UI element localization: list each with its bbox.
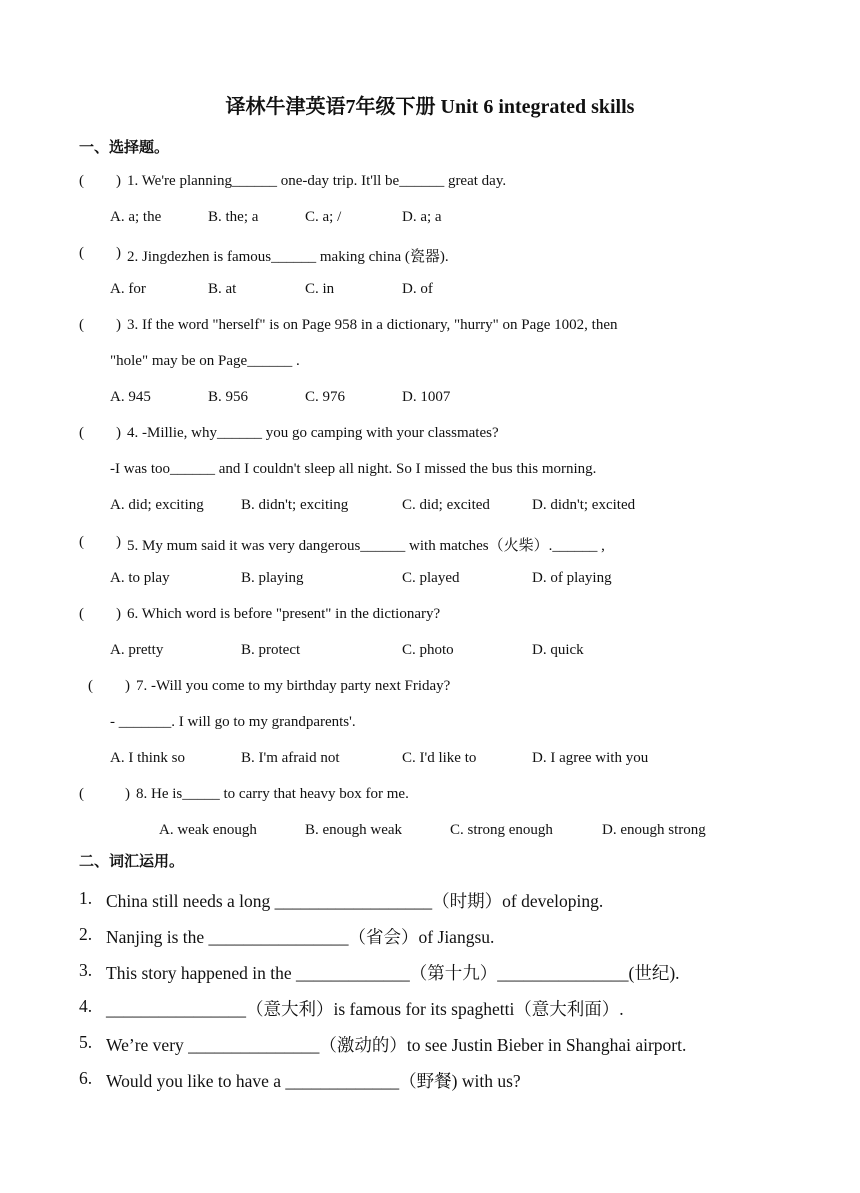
- answer-paren-open: (: [79, 245, 84, 261]
- vocab-item-number: 3.: [79, 960, 93, 980]
- q6-option-b: B. protect: [241, 642, 301, 658]
- question-6-stem: 6. Which word is before "present" in the dictionary?: [127, 606, 441, 622]
- q4-option-d: D. didn't; excited: [532, 497, 636, 513]
- question-7-stem-continued: - _______. I will go to my grandparents'.: [110, 714, 356, 730]
- vocab-item-number: 5.: [79, 1032, 93, 1052]
- q7-option-d: D. I agree with you: [532, 750, 649, 766]
- answer-paren-close: ): [125, 786, 130, 802]
- q3-option-d: D. 1007: [402, 389, 451, 405]
- q3-option-a: A. 945: [110, 389, 151, 405]
- q7-option-c: C. I'd like to: [402, 750, 477, 766]
- answer-paren-close: ): [125, 678, 130, 694]
- answer-paren-open: (: [79, 425, 84, 441]
- q1-option-c: C. a; /: [305, 209, 342, 225]
- q2-option-c: C. in: [305, 281, 335, 297]
- question-4-stem-continued: -I was too______ and I couldn't sleep all night. So I missed the bus this morning.: [110, 461, 597, 477]
- answer-paren-open: (: [79, 534, 84, 550]
- answer-paren-close: ): [116, 606, 121, 622]
- question-5-stem: 5. My mum said it was very dangerous______ with matches（火柴）.______ ,: [127, 538, 605, 554]
- section-2-heading: 二、词汇运用。: [79, 852, 185, 870]
- q5-option-b: B. playing: [241, 570, 304, 586]
- q7-option-a: A. I think so: [110, 750, 185, 766]
- q1-option-b: B. the; a: [208, 209, 259, 225]
- q4-option-a: A. did; exciting: [110, 497, 204, 513]
- vocab-item-number: 4.: [79, 996, 93, 1016]
- vocab-item-number: 6.: [79, 1068, 93, 1088]
- vocab-item-5: We’re very _______________（激动的）to see Justin Bieber in Shanghai airport.: [106, 1035, 687, 1055]
- q5-option-d: D. of playing: [532, 570, 612, 586]
- answer-paren-close: ): [116, 173, 121, 189]
- q6-option-a: A. pretty: [110, 642, 164, 658]
- q3-option-c: C. 976: [305, 389, 346, 405]
- question-2-stem: 2. Jingdezhen is famous______ making china (瓷器).: [127, 249, 449, 265]
- answer-paren-close: ): [116, 425, 121, 441]
- q8-option-a: A. weak enough: [159, 822, 257, 838]
- q5-option-c: C. played: [402, 570, 460, 586]
- vocab-item-2: Nanjing is the ________________（省会）of Jiangsu.: [106, 927, 495, 947]
- q1-option-d: D. a; a: [402, 209, 442, 225]
- q2-option-a: A. for: [110, 281, 146, 297]
- answer-paren-close: ): [116, 534, 121, 550]
- vocab-item-1: China still needs a long __________________（时期）of developing.: [106, 891, 604, 911]
- q8-option-d: D. enough strong: [602, 822, 706, 838]
- q7-option-b: B. I'm afraid not: [241, 750, 340, 766]
- answer-paren-open: (: [79, 317, 84, 333]
- q4-option-c: C. did; excited: [402, 497, 490, 513]
- q4-option-b: B. didn't; exciting: [241, 497, 349, 513]
- answer-paren-close: ): [116, 245, 121, 261]
- answer-paren-open: (: [79, 173, 84, 189]
- vocab-item-6: Would you like to have a _____________（野餐) with us?: [106, 1071, 521, 1091]
- answer-paren-open: (: [79, 786, 84, 802]
- q8-option-b: B. enough weak: [305, 822, 403, 838]
- question-8-stem: 8. He is_____ to carry that heavy box for me.: [136, 786, 409, 802]
- vocab-item-number: 1.: [79, 888, 93, 908]
- q1-option-a: A. a; the: [110, 209, 162, 225]
- question-3-stem-continued: "hole" may be on Page______ .: [110, 353, 300, 369]
- vocab-item-4: ________________（意大利）is famous for its spaghetti（意大利面）.: [106, 999, 624, 1019]
- q2-option-b: B. at: [208, 281, 237, 297]
- answer-paren-close: ): [116, 317, 121, 333]
- vocab-item-number: 2.: [79, 924, 93, 944]
- page-title: 译林牛津英语7年级下册 Unit 6 integrated skills: [225, 96, 635, 118]
- q6-option-c: C. photo: [402, 642, 454, 658]
- section-1-heading: 一、选择题。: [79, 138, 170, 156]
- question-1-stem: 1. We're planning______ one-day trip. It'll be______ great day.: [127, 173, 507, 189]
- answer-paren-open: (: [79, 606, 84, 622]
- q5-option-a: A. to play: [110, 570, 170, 586]
- question-3-stem: 3. If the word "herself" is on Page 958 in a dictionary, "hurry" on Page 1002, then: [127, 317, 618, 333]
- q2-option-d: D. of: [402, 281, 433, 297]
- answer-paren-open: (: [88, 678, 93, 694]
- vocab-item-3: This story happened in the _____________（第十九）_______________(世纪).: [106, 963, 680, 983]
- q6-option-d: D. quick: [532, 642, 584, 658]
- q8-option-c: C. strong enough: [450, 822, 553, 838]
- question-4-stem: 4. -Millie, why______ you go camping with your classmates?: [127, 425, 499, 441]
- q3-option-b: B. 956: [208, 389, 249, 405]
- question-7-stem: 7. -Will you come to my birthday party next Friday?: [136, 678, 451, 694]
